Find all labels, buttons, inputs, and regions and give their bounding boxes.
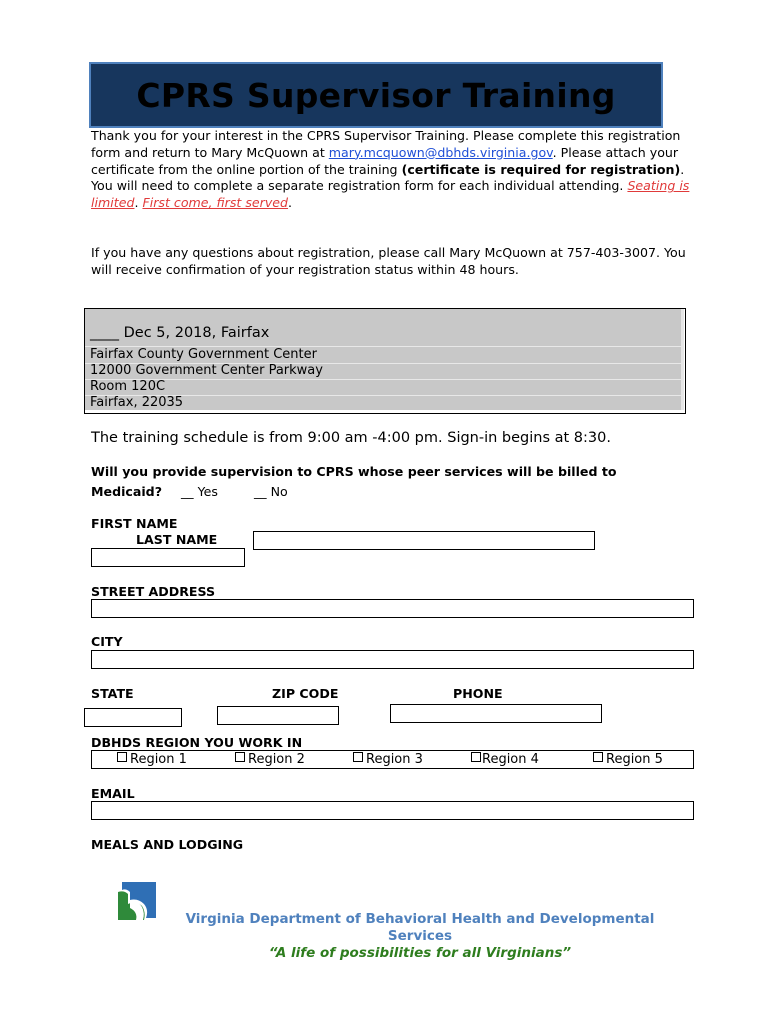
checkbox-icon [353,752,363,762]
intro-paragraph [91,128,691,212]
tagline: “A life of possibilities for all Virginians” [268,945,572,961]
medicaid-question-end: Medicaid? [91,484,163,499]
schedule-text: The training schedule is from 9:00 am -4:00 pm. Sign-in begins at 8:30. [91,430,611,446]
city-field[interactable] [91,650,694,669]
checkbox-icon [117,752,127,762]
intro-text-3: . You will need to complete a separate registration form for each individual attending. [91,161,685,194]
certificate-required-note: (certificate is required for registration) [401,161,681,177]
org-name-cont: Services [387,928,453,944]
session-venue: Fairfax County Government Center [90,347,317,362]
session-divider [85,379,681,380]
session-date: ____ Dec 5, 2018, Fairfax [90,325,270,341]
session-option[interactable] [84,308,686,414]
session-street: 12000 Government Center Parkway [90,363,323,378]
page-title: CPRS Supervisor Training [136,75,616,115]
email-link[interactable]: mary.mcquown@dbhds.virginia.gov [328,144,553,160]
zip-code-label: ZIP CODE [272,686,339,701]
region-4-option[interactable]: Region 4 [471,752,539,767]
first-come-note: First come, first served [142,195,289,211]
city-label: CITY [91,634,123,649]
state-label: STATE [91,686,134,701]
phone-label: PHONE [453,686,503,701]
region-2-option[interactable]: Region 2 [235,752,305,767]
medicaid-no-option[interactable]: __ No [254,484,288,499]
seating-limited-note: Seating is limited [91,178,690,211]
email-label: EMAIL [91,786,135,801]
session-city: Fairfax, 22035 [90,395,184,410]
zip-code-field[interactable] [217,706,339,725]
session-room: Room 120C [90,379,166,394]
email-field[interactable] [91,801,694,820]
intro-text-1: Thank you for your interest in the CPRS Supervisor Training. Please complete this registration form and return to Mary McQuown at [91,128,681,160]
title-banner [89,62,663,128]
checkbox-icon [593,752,603,762]
checkbox-icon [471,752,481,762]
intro-text-5: . [288,195,293,211]
intro-text-4: . [134,195,143,211]
checkbox-icon [235,752,245,762]
region-label: DBHDS REGION YOU WORK IN [91,735,303,750]
last-name-label: LAST NAME [136,532,218,547]
region-5-option[interactable]: Region 5 [593,752,663,767]
region-3-option[interactable]: Region 3 [353,752,423,767]
state-field[interactable] [84,708,182,727]
street-address-label: STREET ADDRESS [91,584,216,599]
region-options [91,750,694,769]
street-address-field[interactable] [91,599,694,618]
meals-lodging-label: MEALS AND LODGING [91,837,244,852]
medicaid-yes-option[interactable]: __ Yes [181,484,218,499]
session-shading [85,309,684,410]
first-name-field[interactable] [91,548,245,567]
org-name: Virginia Department of Behavioral Health and Developmental [185,911,655,927]
questions-paragraph: If you have any questions about registration, please call Mary McQuown at 757-403-3007. You will receive confirmation of your registration status within 48 hours. [91,245,686,277]
first-name-label: FIRST NAME [91,516,178,531]
region-1-option[interactable]: Region 1 [117,752,187,767]
intro-text-2: . Please attach your certificate from the online portion of the training [91,144,679,177]
medicaid-question: Will you provide supervision to CPRS whose peer services will be billed to [91,464,617,479]
last-name-field[interactable] [253,531,595,550]
phone-field[interactable] [390,704,602,723]
